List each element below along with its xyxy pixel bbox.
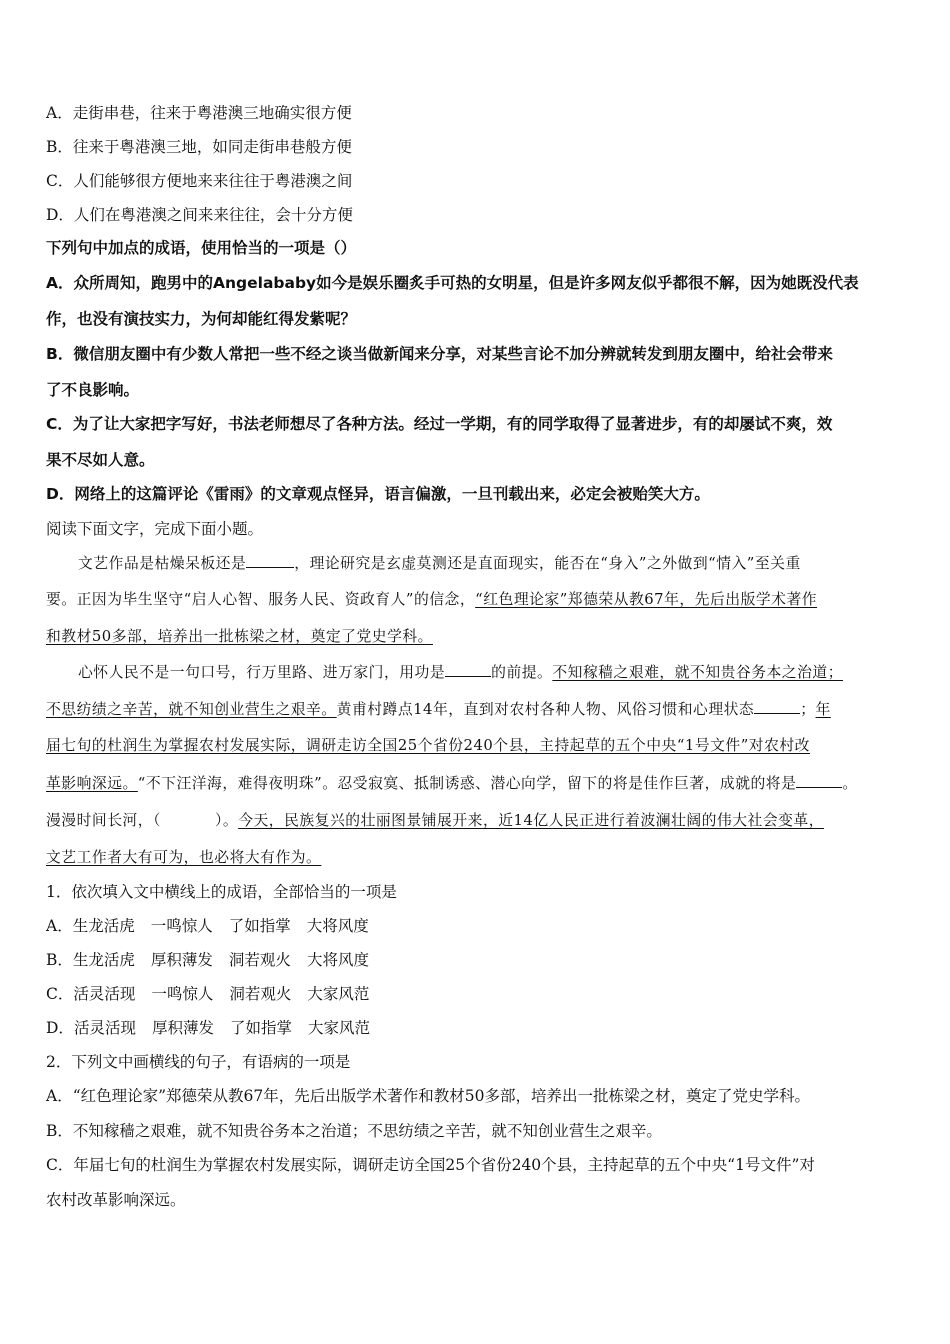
option-idiom: 大将风度: [306, 917, 369, 935]
option-idiom: 了如指掌: [228, 917, 291, 935]
q2-option-a: A．“红色理论家”郑德荣从教67年，先后出版学术著作和教材50多部，培养出一批栋梁之材，奠定了党史学科。: [46, 1087, 810, 1105]
option-idiom: 一鸣惊人: [151, 985, 214, 1003]
idiom-option-d-line1: D．网络上的这篇评论《雷雨》的文章观点怪异，语言偏激，一旦刊载出来，必定会被贻笑大方。: [46, 485, 710, 503]
prev-option-c: C．人们能够很方便地来来往往于粤港澳之间: [46, 172, 353, 190]
underlined-sentence-d-part2: 文艺工作者大有可为，也必将大有作为。: [46, 849, 322, 866]
passage-text: ，理论研究是玄虚莫测还是直面现实，能否在“身入”之外做到“情入”至关重: [294, 555, 801, 572]
option-label: B．: [46, 951, 73, 969]
option-idiom: 洞若观火: [229, 985, 292, 1003]
option-idiom: 厚积薄发: [150, 951, 213, 969]
passage-p2-line6: [46, 848, 321, 868]
q2-stem: 2．下列文中画横线的句子，有语病的一项是: [46, 1053, 351, 1071]
fill-blank-2: [445, 662, 491, 677]
passage-p1-line2: [46, 590, 817, 610]
option-label: C．: [46, 985, 74, 1003]
underlined-sentence-a-part2: 和教材50多部，培养出一批栋梁之材，奠定了党史学科。: [46, 628, 433, 645]
passage-p1-line3: [46, 627, 433, 647]
prev-option-a: A．走街串巷，往来于粤港澳三地确实很方便: [46, 104, 352, 122]
underlined-sentence-c-part2: 届七旬的杜润生为掌握农村发展实际，调研走访全国25个省份240个县，主持起草的五个中央“1号文件”对农村改: [46, 737, 810, 754]
option-idiom: 活灵活现: [73, 1019, 136, 1037]
underlined-sentence-b-part1: 不知稼穑之艰难，就不知贵谷务本之治道；: [552, 664, 843, 681]
idiom-option-a-line2: 作，也没有演技实力，为何却能红得发紫呢？: [46, 310, 357, 328]
idiom-option-c-line2: 果不尽如人意。: [46, 451, 155, 469]
underlined-sentence-c-part1: 年: [815, 701, 831, 718]
fill-blank-1: [246, 553, 294, 568]
underlined-sentence-a-part1: “红色理论家”郑德荣从教67年，先后出版学术著作: [475, 591, 818, 608]
idiom-option-c-line1: C．为了让大家把字写好，书法老师想尽了各种方法。经过一学期，有的同学取得了显著进步，有的却屡试不爽，效: [46, 415, 833, 433]
q2-option-c-line1: C．年届七旬的杜润生为掌握农村发展实际，调研走访全国25个省份240个县，主持起草的五个中央“1号文件”对: [46, 1156, 815, 1174]
option-idiom: 大家风范: [307, 985, 370, 1003]
passage-text: ）。: [214, 812, 239, 829]
reading-instruction: 阅读下面文字，完成下面小题。: [46, 520, 264, 538]
q2-option-b: B．不知稼穑之艰难，就不知贵谷务本之治道；不思纺绩之辛苦，就不知创业营生之艰辛。: [46, 1122, 662, 1140]
passage-text: 漫漫时间长河，（: [46, 812, 161, 829]
prev-option-d: D．人们在粤港澳之间来来往往，会十分方便: [46, 206, 353, 224]
underlined-sentence-b-part2: 不思纺绩之辛苦，就不知创业营生之艰辛。: [46, 701, 337, 718]
q1-stem: 1．依次填入文中横线上的成语，全部恰当的一项是: [46, 883, 397, 901]
q1-option-b: [46, 950, 369, 970]
option-idiom: 生龙活虎: [72, 917, 135, 935]
fill-blank-3: [754, 699, 800, 714]
idiom-option-a-line1: A．众所周知，跑男中的Angelababy如今是娱乐圈炙手可热的女明星，但是许多网友似乎都很不解，因为她既没代表: [46, 274, 859, 292]
q2-option-c-line2: 农村改革影响深远。: [46, 1191, 186, 1209]
passage-p2-line2: [46, 699, 831, 720]
option-idiom: 一鸣惊人: [150, 917, 213, 935]
passage-text: ；: [800, 701, 816, 718]
passage-p2-line4: [46, 773, 858, 794]
q1-option-a: [46, 916, 369, 936]
passage-text: 文艺作品是枯燥呆板还是: [78, 555, 247, 572]
passage-text: “不下汪洋海，难得夜明珠”。忍受寂寞、抵制诱惑、潜心向学，留下的将是佳作巨著，成就的将是: [137, 775, 797, 792]
option-idiom: 活灵活现: [73, 985, 136, 1003]
option-idiom: 大将风度: [306, 951, 369, 969]
passage-text: 心怀人民不是一句口号，行万里路、进万家门，用功是: [78, 664, 446, 681]
idiom-question-stem: 下列句中加点的成语，使用恰当的一项是（）: [46, 239, 357, 257]
fill-blank-4: [796, 773, 842, 788]
option-label: A．: [46, 917, 73, 935]
q1-option-d: [46, 1018, 370, 1038]
passage-p2-line3: [46, 736, 810, 756]
underlined-sentence-c-part3: 革影响深远。: [46, 775, 138, 792]
option-idiom: 生龙活虎: [72, 951, 135, 969]
option-idiom: 厚积薄发: [151, 1019, 214, 1037]
option-idiom: 洞若观火: [228, 951, 291, 969]
passage-p1-line1: [78, 553, 801, 574]
passage-text: 黄甫村蹲点14年，直到对农村各种人物、风俗习惯和心理状态: [336, 701, 755, 718]
passage-text: 。: [842, 775, 858, 792]
passage-text: 的前提。: [491, 664, 553, 681]
option-idiom: 了如指掌: [229, 1019, 292, 1037]
prev-option-b: B．往来于粤港澳三地，如同走街串巷般方便: [46, 138, 352, 156]
passage-p2-line5: [46, 811, 824, 831]
idiom-option-b-line2: 了不良影响。: [46, 381, 140, 399]
passage-text: 要。正因为毕生坚守“启人心智、服务人民、资政育人”的信念，: [46, 591, 476, 608]
idiom-option-b-line1: B．微信朋友圈中有少数人常把一些不经之谈当做新闻来分享，对某些言论不加分辨就转发到朋友圈中，给社会带来: [46, 345, 833, 363]
underlined-sentence-d-part1: 今天，民族复兴的壮丽图景铺展开来，近14亿人民正进行着波澜壮阔的伟大社会变革，: [238, 812, 825, 829]
option-label: D．: [46, 1019, 74, 1037]
passage-p2-line1: [78, 662, 843, 683]
option-idiom: 大家风范: [307, 1019, 370, 1037]
q1-option-c: [46, 984, 369, 1004]
